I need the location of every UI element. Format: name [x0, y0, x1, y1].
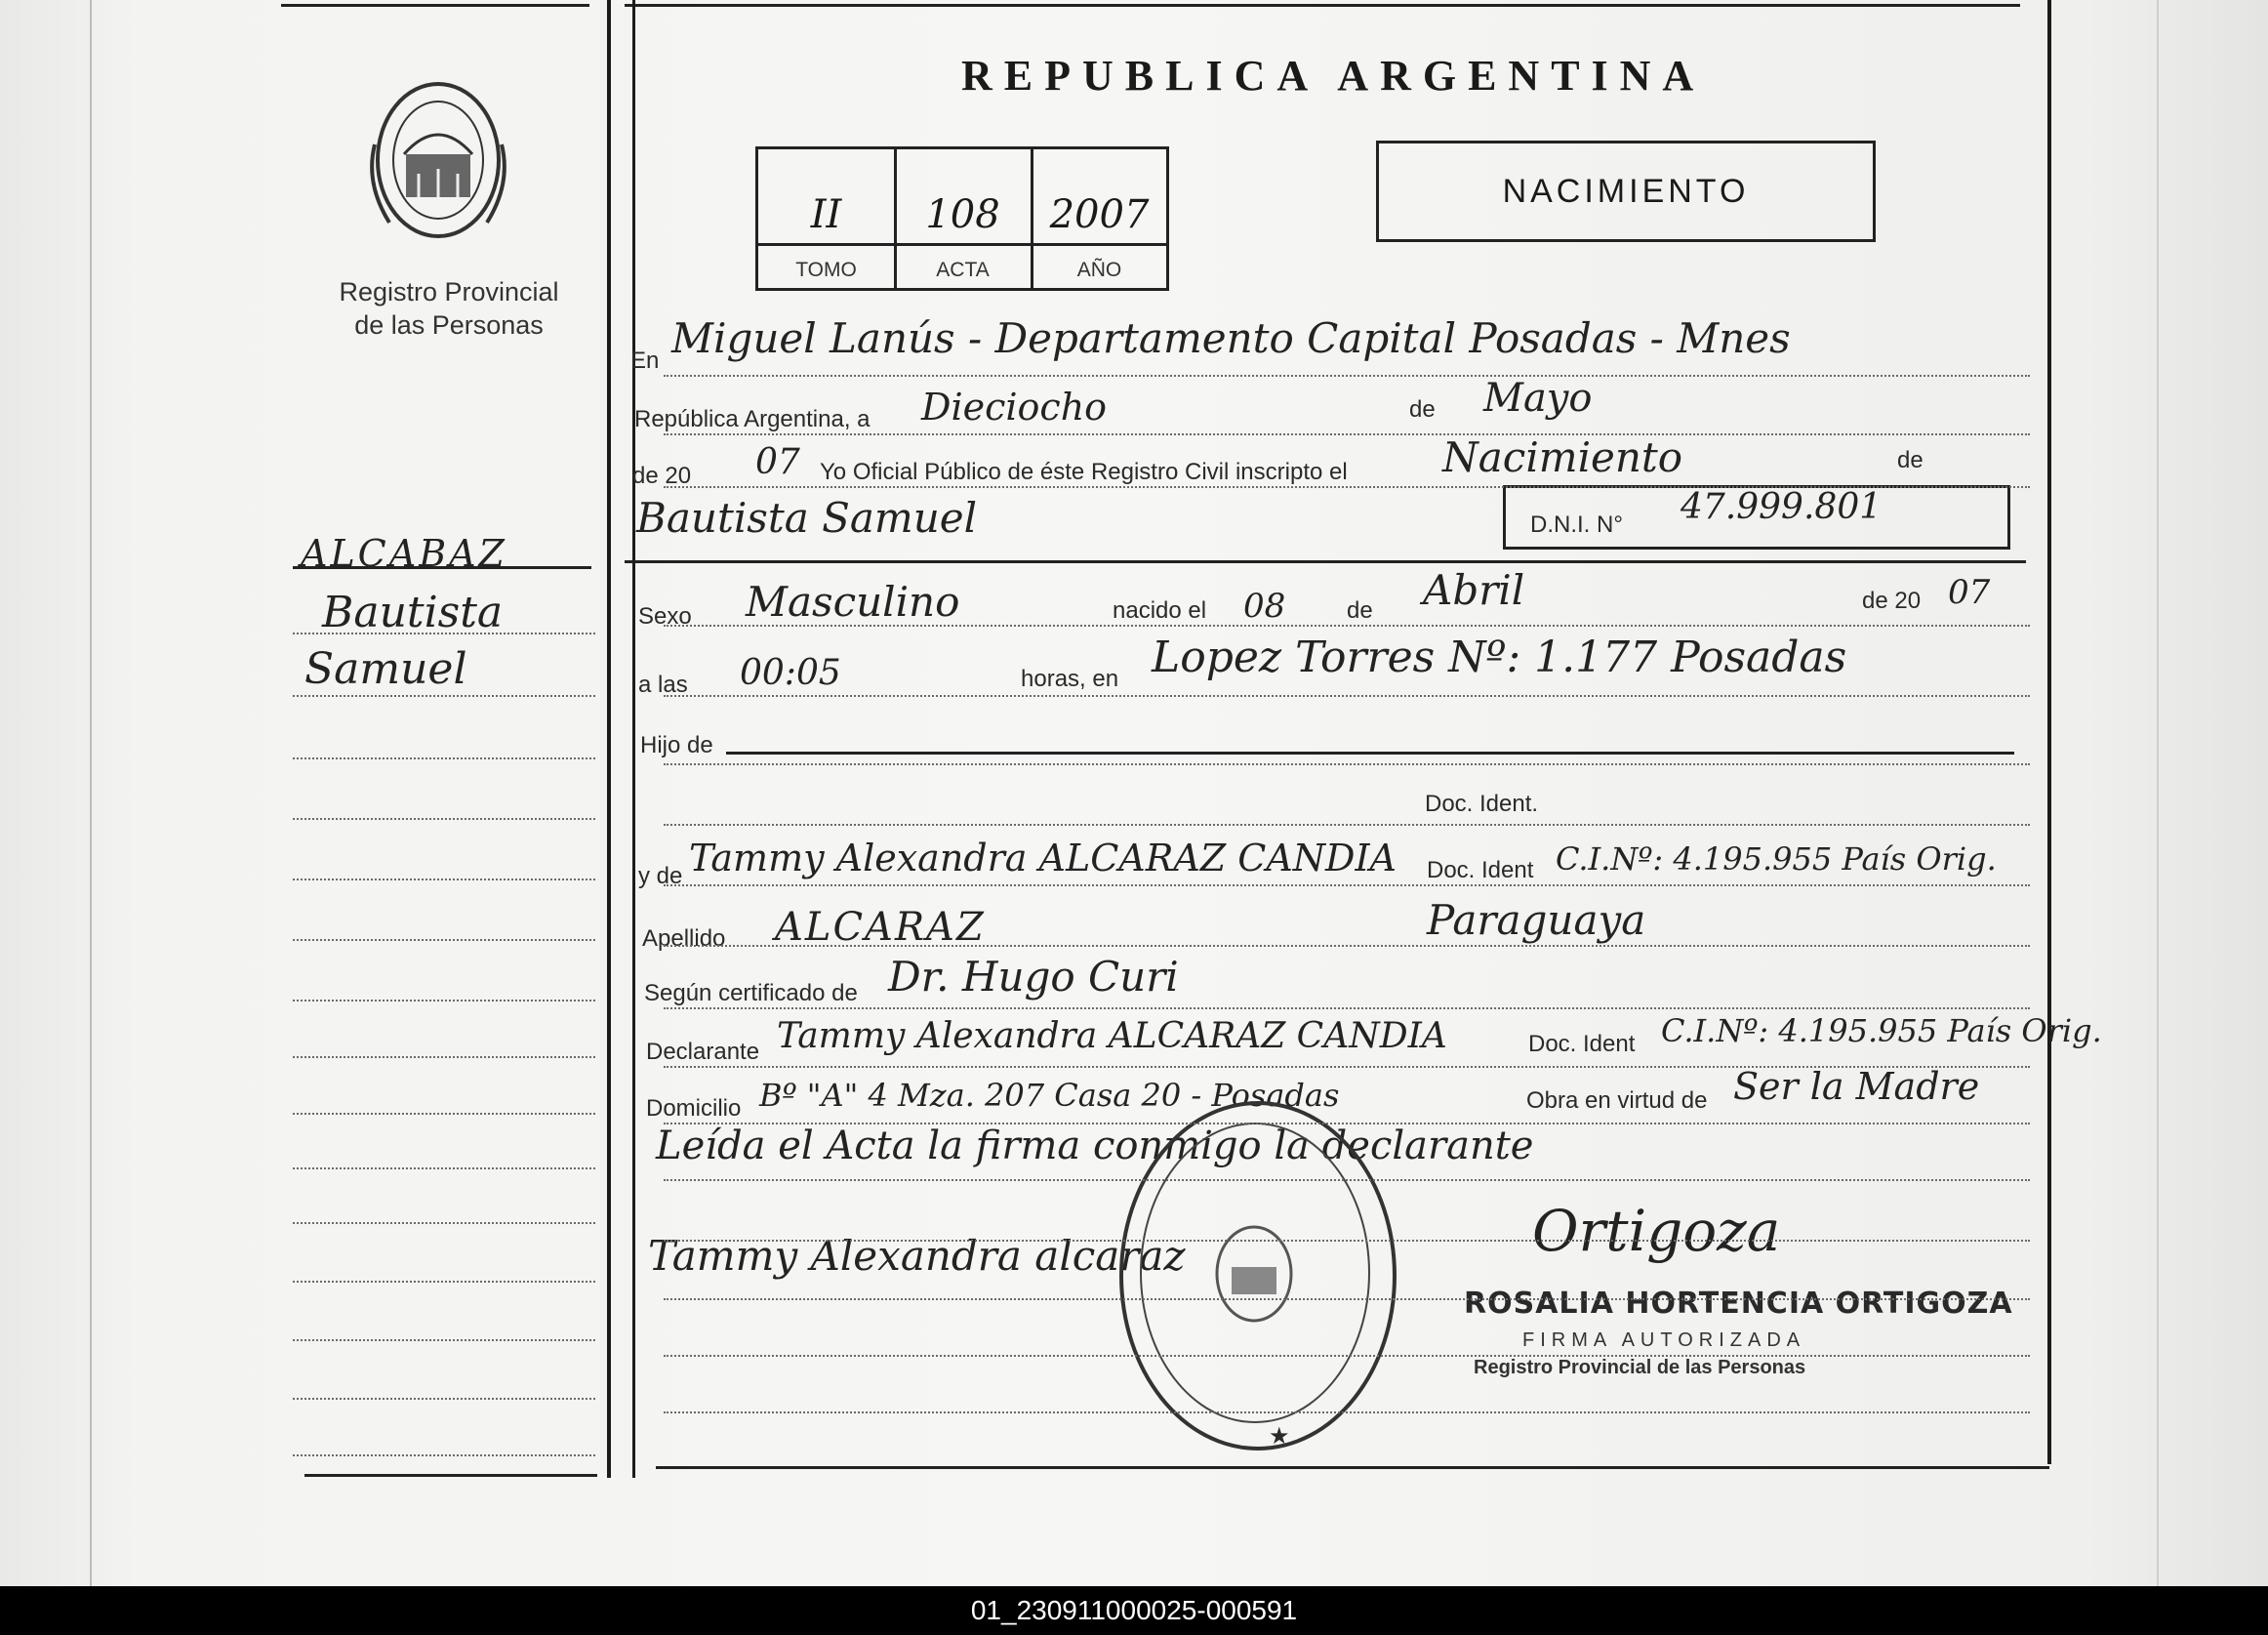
field-cierre: Leída el Acta la firma conmigo la declarante	[656, 1124, 1534, 1168]
field-declarante: Tammy Alexandra ALCARAZ CANDIA	[777, 1016, 1447, 1056]
form-dotted-line	[664, 1179, 2030, 1181]
section-rule	[625, 560, 2026, 563]
label-republica: República Argentina, a	[634, 406, 871, 432]
field-domicilio: Bº "A" 4 Mza. 207 Casa 20 - Posadas	[759, 1077, 1340, 1114]
certificate-type: NACIMIENTO	[1376, 141, 1876, 242]
margin-dotted-line	[293, 1113, 595, 1115]
margin-dotted-line	[293, 1000, 595, 1001]
margin-dotted-line	[293, 1398, 595, 1400]
label-de3: de	[1347, 597, 1373, 624]
country-title: REPUBLICA ARGENTINA	[961, 52, 1706, 100]
label-hijo: Hijo de	[640, 732, 713, 758]
label-declarante: Declarante	[646, 1039, 760, 1065]
field-dni: 47.999.801	[1681, 487, 1883, 527]
form-right-border	[2047, 0, 2051, 1464]
field-lugar: Miguel Lanús - Departamento Capital Posadas - Mnes	[671, 314, 1791, 362]
acta-value: 108	[925, 192, 1000, 237]
field-medico: Dr. Hugo Curi	[888, 953, 1179, 1001]
field-dia: Dieciocho	[921, 386, 1108, 429]
field-nacionalidad: Paraguaya	[1427, 896, 1646, 944]
tomo-value: II	[810, 192, 842, 237]
margin-name: Bautista	[322, 588, 504, 637]
form-dotted-line	[664, 375, 2030, 377]
form-solid-line	[726, 752, 2014, 755]
form-dotted-line	[664, 1123, 2030, 1124]
field-sexo: Masculino	[746, 578, 960, 626]
label-docident1: Doc. Ident.	[1425, 791, 1539, 817]
field-hora: 00:05	[740, 653, 841, 693]
registry-name: Registro Provincial de las Personas	[339, 277, 559, 340]
form-dotted-line	[664, 884, 2030, 886]
label-horas: horas, en	[1021, 666, 1119, 692]
form-dotted-line	[664, 763, 2030, 765]
margin-dotted-line	[293, 695, 595, 697]
declarant-signature: Tammy Alexandra alcaraz	[648, 1232, 1186, 1280]
label-docident3: Doc. Ident	[1528, 1031, 1636, 1057]
bottom-rule	[656, 1466, 2049, 1469]
label-en: En	[630, 347, 660, 374]
image-id: 01_230911000025-000591	[0, 1586, 2268, 1635]
form-dotted-line	[664, 1298, 2030, 1300]
top-rule	[281, 4, 589, 7]
official-name: ROSALIA HORTENCIA ORTIGOZA	[1464, 1287, 2013, 1321]
field-nac-anio: 07	[1948, 573, 1991, 612]
form-dotted-line	[664, 1066, 2030, 1068]
field-apellido: ALCARAZ	[775, 905, 986, 950]
label-dni: D.N.I. N°	[1530, 511, 1623, 538]
top-rule	[625, 4, 2020, 7]
form-dotted-line	[664, 625, 2030, 627]
column-divider	[607, 0, 611, 1478]
form-dotted-line	[664, 945, 2030, 947]
form-dotted-line	[664, 695, 2030, 697]
field-obra: Ser la Madre	[1733, 1065, 1980, 1108]
margin-dotted-line	[293, 1281, 595, 1283]
label-de: de	[1409, 396, 1436, 423]
field-nac-mes: Abril	[1423, 566, 1525, 614]
label-segun: Según certificado de	[644, 980, 858, 1006]
margin-dotted-line	[293, 1339, 595, 1341]
field-nac-dia: 08	[1243, 587, 1286, 626]
bottom-rule	[304, 1474, 597, 1477]
register-box	[755, 146, 1169, 291]
label-de2: de	[1897, 447, 1924, 473]
label-de20b: de 20	[1862, 588, 1922, 614]
margin-dotted-line	[293, 1056, 595, 1058]
margin-dotted-line	[293, 818, 595, 820]
field-anio: 07	[755, 442, 800, 482]
star-icon: ★	[1269, 1423, 1290, 1450]
official-signature: Ortigoza	[1532, 1198, 1781, 1264]
margin-surname: ALCABAZ	[301, 532, 507, 575]
acta-label: ACTA	[936, 259, 990, 281]
stamp-emblem-icon	[1210, 1220, 1298, 1328]
field-nombre: Bautista Samuel	[636, 494, 978, 542]
form-dotted-line	[664, 824, 2030, 826]
field-declarante-doc: C.I.Nº: 4.195.955 País Orig.	[1661, 1012, 2102, 1049]
form-dotted-line	[664, 1240, 2030, 1242]
label-de20: de 20	[632, 463, 692, 489]
margin-dotted-line	[293, 1454, 595, 1456]
label-nacido: nacido el	[1113, 597, 1207, 624]
form-dotted-line	[664, 1411, 2030, 1413]
anio-label: AÑO	[1076, 259, 1122, 281]
form-dotted-line	[664, 1355, 2030, 1357]
page-edge	[2157, 0, 2159, 1586]
form-left-border	[632, 0, 635, 1478]
label-oficial: Yo Oficial Público de éste Registro Civil inscripto el	[820, 459, 1348, 485]
tomo-label: TOMO	[795, 259, 857, 281]
province-emblem-icon	[365, 76, 511, 250]
form-dotted-line	[664, 433, 2030, 435]
field-inscripto: Nacimiento	[1442, 433, 1683, 481]
page-edge	[90, 0, 92, 1586]
label-docident2: Doc. Ident	[1427, 857, 1534, 883]
form-dotted-line	[664, 1007, 2030, 1009]
label-apellido: Apellido	[642, 925, 726, 952]
margin-name: Samuel	[304, 644, 467, 694]
label-yde: y de	[638, 863, 683, 889]
form-dotted-line	[664, 486, 2030, 488]
field-mes: Mayo	[1483, 376, 1593, 421]
margin-dotted-line	[293, 1222, 595, 1224]
label-domicilio: Domicilio	[646, 1095, 742, 1122]
margin-dotted-line	[293, 939, 595, 941]
anio-value: 2007	[1049, 192, 1150, 237]
margin-dotted-line	[293, 1167, 595, 1169]
field-lugar-nac: Lopez Torres Nº: 1.177 Posadas	[1152, 633, 1847, 682]
field-madre-doc: C.I.Nº: 4.195.955 País Orig.	[1556, 840, 1997, 878]
margin-dotted-line	[293, 757, 595, 759]
label-alas: a las	[638, 672, 688, 698]
margin-dotted-line	[293, 879, 595, 880]
official-title: FIRMA AUTORIZADA	[1522, 1329, 1806, 1351]
label-sexo: Sexo	[638, 603, 692, 630]
margin-dotted-line	[293, 633, 595, 634]
field-madre: Tammy Alexandra ALCARAZ CANDIA	[689, 837, 1397, 879]
label-obra: Obra en virtud de	[1526, 1087, 1708, 1114]
official-office: Registro Provincial de las Personas	[1474, 1357, 1806, 1378]
